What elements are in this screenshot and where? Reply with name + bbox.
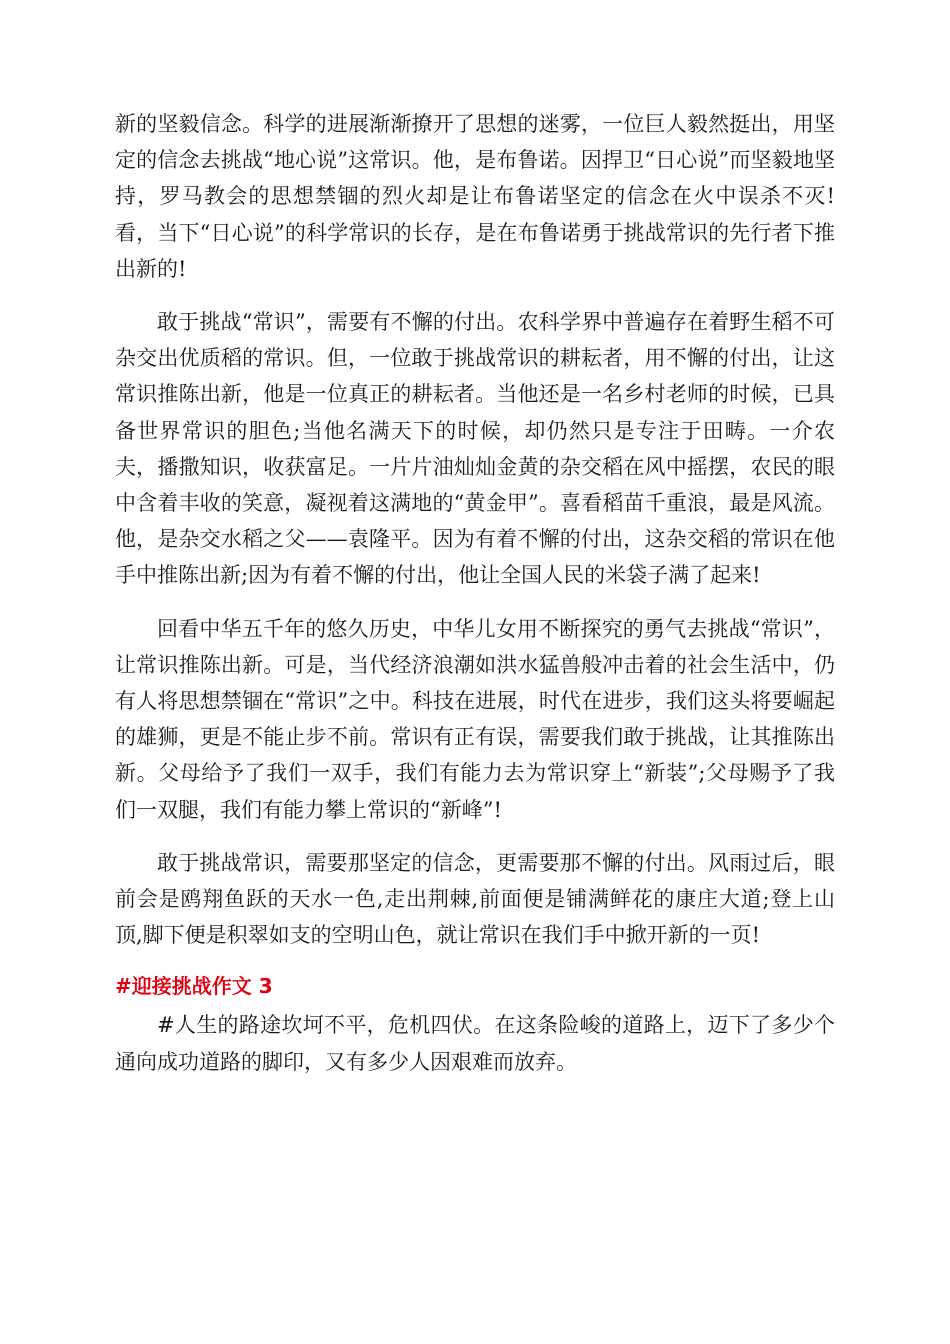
paragraph-bruno: 新的坚毅信念。科学的进展渐渐撩开了思想的迷雾，一位巨人毅然挺出，用坚定的信念去挑战“地心说”这常识。他，是布鲁诺。因捍卫“日心说”而坚毅地坚持，罗马教会的思想禁锢的烈火却是让布鲁诺坚定的信念在火中误杀不灭!看，当下“日心说”的科学常识的长存，是在布鲁诺勇于挑战常识的先行者下推出新的! bbox=[115, 112, 835, 281]
document-body bbox=[115, 106, 835, 1080]
paragraph-conclusion: 敢于挑战常识，需要那坚定的信念，更需要那不懈的付出。风雨过后，眼前会是鸥翔鱼跃的天水一色,走出荆棘,前面便是铺满鲜花的康庄大道;登上山顶,脚下便是积翠如支的空明山色，就让常识在我们手中掀开新的一页! bbox=[115, 850, 835, 948]
section-heading: #迎接挑战作文 3 bbox=[115, 974, 273, 999]
paragraph-chinese-history: 回看中华五千年的悠久历史，中华儿女用不断探究的勇气去挑战“常识”，让常识推陈出新。可是，当代经济浪潮如洪水猛兽般冲击着的社会生活中，仍有人将思想禁锢在“常识”之中。科技在进展，时代在进步，我们这头将要崛起的雄狮，更是不能止步不前。常识有正有误，需要我们敢于挑战，让其推陈出新。父母给予了我们一双手，我们有能力去为常识穿上“新装”;父母赐予了我们一双腿，我们有能力攀上常识的“新峰”! bbox=[115, 616, 835, 822]
paragraph-life-path: #人生的路途坎坷不平，危机四伏。在这条险峻的道路上，迈下了多少个通向成功道路的脚印，又有多少人因艰难而放弃。 bbox=[115, 1013, 835, 1074]
paragraph-yuan-longping: 敢于挑战“常识”，需要有不懈的付出。农科学界中普遍存在着野生稻不可杂交出优质稻的常识。但，一位敢于挑战常识的耕耘者，用不懈的付出，让这常识推陈出新，他是一位真正的耕耘者。当他还是一名乡村老师的时候，已具备世界常识的胆色;当他名满天下的时候，却仍然只是专注于田畴。一介农夫，播撒知识，收获富足。一片片油灿灿金黄的杂交稻在风中摇摆，农民的眼中含着丰收的笑意，凝视着这满地的“黄金甲”。喜看稻苗千重浪，最是风流。他，是杂交水稻之父——袁隆平。因为有着不懈的付出，这杂交稻的常识在他手中推陈出新;因为有着不懈的付出，他让全国人民的米袋子满了起来! bbox=[115, 310, 835, 588]
